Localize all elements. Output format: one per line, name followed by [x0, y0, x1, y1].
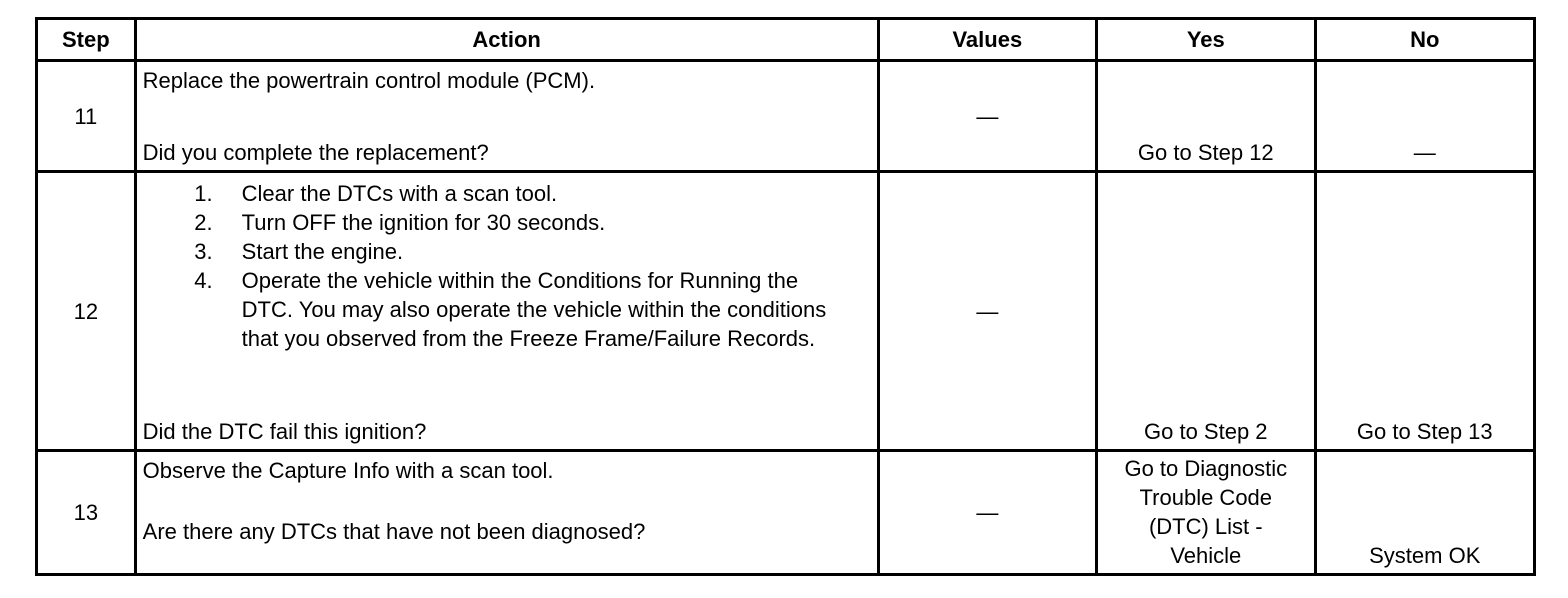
table-row: [37, 61, 1535, 172]
header-row: [37, 19, 1535, 61]
list-item-text: Turn OFF the ignition for 30 seconds.: [241, 210, 606, 235]
list-item-number: 3.: [194, 239, 213, 264]
action-cell: [135, 61, 878, 172]
table-row: [37, 451, 1535, 575]
action-question: Are there any DTCs that have not been diagnosed?: [142, 519, 646, 544]
values-cell: —: [878, 172, 1096, 451]
list-item: [143, 179, 871, 208]
action-cell: [135, 172, 878, 451]
action-cell: [135, 451, 878, 575]
header-step: Step: [37, 19, 136, 61]
table-row: [37, 172, 1535, 451]
header-action: Action: [135, 19, 878, 61]
list-item: [143, 266, 871, 353]
step-number: 11: [37, 61, 136, 172]
action-question: Did you complete the replacement?: [142, 140, 489, 165]
list-item-text: Start the engine.: [241, 239, 404, 264]
header-values: Values: [878, 19, 1096, 61]
yes-cell[interactable]: Go to Step 12: [1097, 61, 1315, 172]
values-cell: —: [878, 61, 1096, 172]
step-number: 13: [37, 451, 136, 575]
list-item-number: 1.: [194, 181, 213, 206]
list-item-text: Clear the DTCs with a scan tool.: [241, 181, 558, 206]
diagnostic-table: [35, 17, 1536, 576]
list-item-number: 4.: [194, 268, 213, 293]
action-instruction: Observe the Capture Info with a scan tool.: [142, 458, 554, 483]
action-instruction: Replace the powertrain control module (PCM).: [142, 68, 596, 93]
yes-cell[interactable]: Go to Diagnostic Trouble Code (DTC) List - Vehicle: [1097, 451, 1315, 575]
action-steps-list: [143, 179, 871, 353]
step-number: 12: [37, 172, 136, 451]
header-yes: Yes: [1097, 19, 1315, 61]
values-cell: —: [878, 451, 1096, 575]
no-cell[interactable]: Go to Step 13: [1315, 172, 1534, 451]
list-item-text: Operate the vehicle within the Conditions for Running the DTC. You may also operate the vehicle within the conditions that you observed from the Freeze Frame/Failure Records.: [241, 268, 827, 351]
yes-cell[interactable]: Go to Step 2: [1097, 172, 1315, 451]
list-item: [143, 208, 871, 237]
header-no: No: [1315, 19, 1534, 61]
list-item-number: 2.: [194, 210, 213, 235]
no-cell: —: [1315, 61, 1534, 172]
list-item: [143, 237, 871, 266]
action-question: Did the DTC fail this ignition?: [142, 419, 427, 444]
no-cell: System OK: [1315, 451, 1534, 575]
